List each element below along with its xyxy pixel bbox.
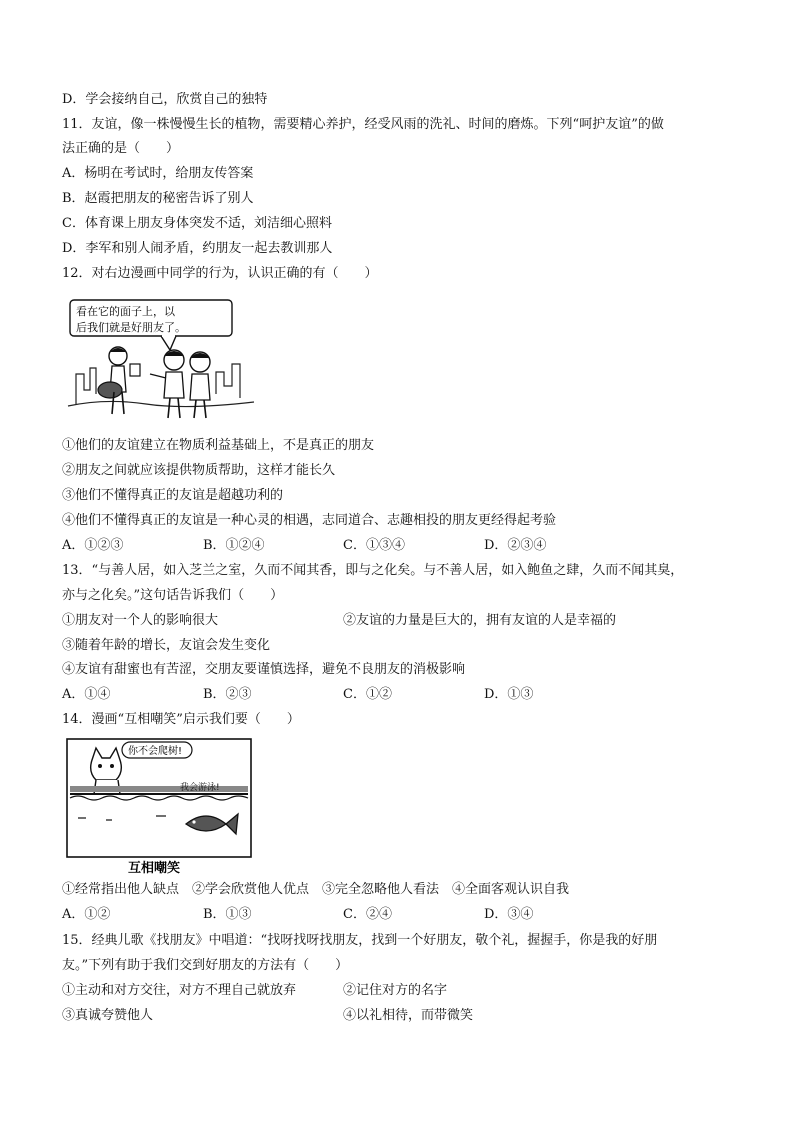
- q12-stem: 12．对右边漫画中同学的行为，认识正确的有（ ）: [62, 266, 378, 281]
- q11-option-b: B．赵霞把朋友的秘密告诉了别人: [62, 191, 254, 206]
- q13-statement-1: ①朋友对一个人的影响很大: [62, 613, 219, 628]
- q14-statements: ①经常指出他人缺点 ②学会欣赏他人优点 ③完全忽略他人看法 ④全面客观认识自我: [62, 882, 570, 897]
- q15-stem-line1: 15．经典儿歌《找朋友》中唱道：“找呀找呀找朋友，找到一个好朋友，敬个礼，握握手，你是我的好朋: [62, 933, 658, 948]
- q13-statement-3: ③随着年龄的增长，友谊会发生变化: [62, 638, 271, 653]
- q14-cartoon-caption: 互相嘲笑: [128, 861, 181, 874]
- q13-statement-4: ④友谊有甜蜜也有苦涩，交朋友要谨慎选择，避免不良朋友的消极影响: [62, 662, 466, 677]
- prev-option-d: D．学会接纳自己，欣赏自己的独特: [62, 92, 268, 107]
- q14-option-c: C．②④: [343, 907, 392, 922]
- q14-cartoon: [66, 738, 252, 874]
- q12-option-c: C．①③④: [343, 538, 405, 553]
- q12-statement-1: ①他们的友谊建立在物质利益基础上，不是真正的朋友: [62, 438, 375, 453]
- q13-statement-2: ②友谊的力量是巨大的，拥有友谊的人是幸福的: [343, 613, 617, 628]
- q13-option-c: C．①②: [343, 687, 392, 702]
- q11-option-c: C．体育课上朋友身体突发不适，刘洁细心照料: [62, 216, 332, 231]
- q14-fish-text: 我会游泳!: [180, 783, 220, 793]
- q12-statement-4: ④他们不懂得真正的友谊是一种心灵的相遇，志同道合、志趣相投的朋友更经得起考验: [62, 513, 557, 528]
- q15-statement-1: ①主动和对方交往，对方不理自己就放弃: [62, 983, 297, 998]
- q12-option-b: B．①②④: [203, 538, 265, 553]
- q11-stem-line2: 法正确的是（ ）: [62, 141, 180, 156]
- q12-statement-3: ③他们不懂得真正的友谊是超越功利的: [62, 488, 284, 503]
- q11-option-a: A．杨明在考试时，给朋友传答案: [62, 166, 254, 181]
- q15-stem-line2: 友。”下列有助于我们交到好朋友的方法有（ ）: [62, 958, 349, 973]
- q11-stem-line1: 11．友谊，像一株慢慢生长的植物，需要精心养护，经受风雨的洗礼、时间的磨炼。下列“呵护友谊”的做: [62, 117, 664, 132]
- q14-stem: 14．漫画“互相嘲笑”启示我们要（ ）: [62, 712, 300, 727]
- q14-option-a: A．①②: [62, 907, 111, 922]
- q14-option-d: D．③④: [484, 907, 534, 922]
- q15-statement-4: ④以礼相待，而带微笑: [343, 1008, 474, 1023]
- q12-cartoon: [66, 294, 256, 424]
- q12-option-d: D．②③④: [484, 538, 547, 553]
- q13-option-d: D．①③: [484, 687, 534, 702]
- q13-stem-line1: 13．“与善人居，如入芝兰之室，久而不闻其香，即与之化矣。与不善人居，如入鲍鱼之肆，久而不闻其臭，: [62, 563, 684, 578]
- q15-statement-3: ③真诚夸赞他人: [62, 1008, 154, 1023]
- q13-option-b: B．②③: [203, 687, 252, 702]
- q14-option-b: B．①③: [203, 907, 252, 922]
- q12-bubble-line2: 后我们就是好朋友了。: [76, 321, 186, 334]
- q14-cat-text: 你不会爬树!: [128, 746, 183, 757]
- q11-option-d: D．李军和别人闹矛盾，约朋友一起去教训那人: [62, 241, 333, 256]
- q13-option-a: A．①④: [62, 687, 111, 702]
- q12-statement-2: ②朋友之间就应该提供物质帮助，这样才能长久: [62, 463, 336, 478]
- q12-bubble-line1: 看在它的面子上，以: [76, 305, 175, 318]
- q13-stem-line2: 亦与之化矣。”这句话告诉我们（ ）: [62, 588, 284, 603]
- q15-statement-2: ②记住对方的名字: [343, 983, 448, 998]
- q12-option-a: A．①②③: [62, 538, 124, 553]
